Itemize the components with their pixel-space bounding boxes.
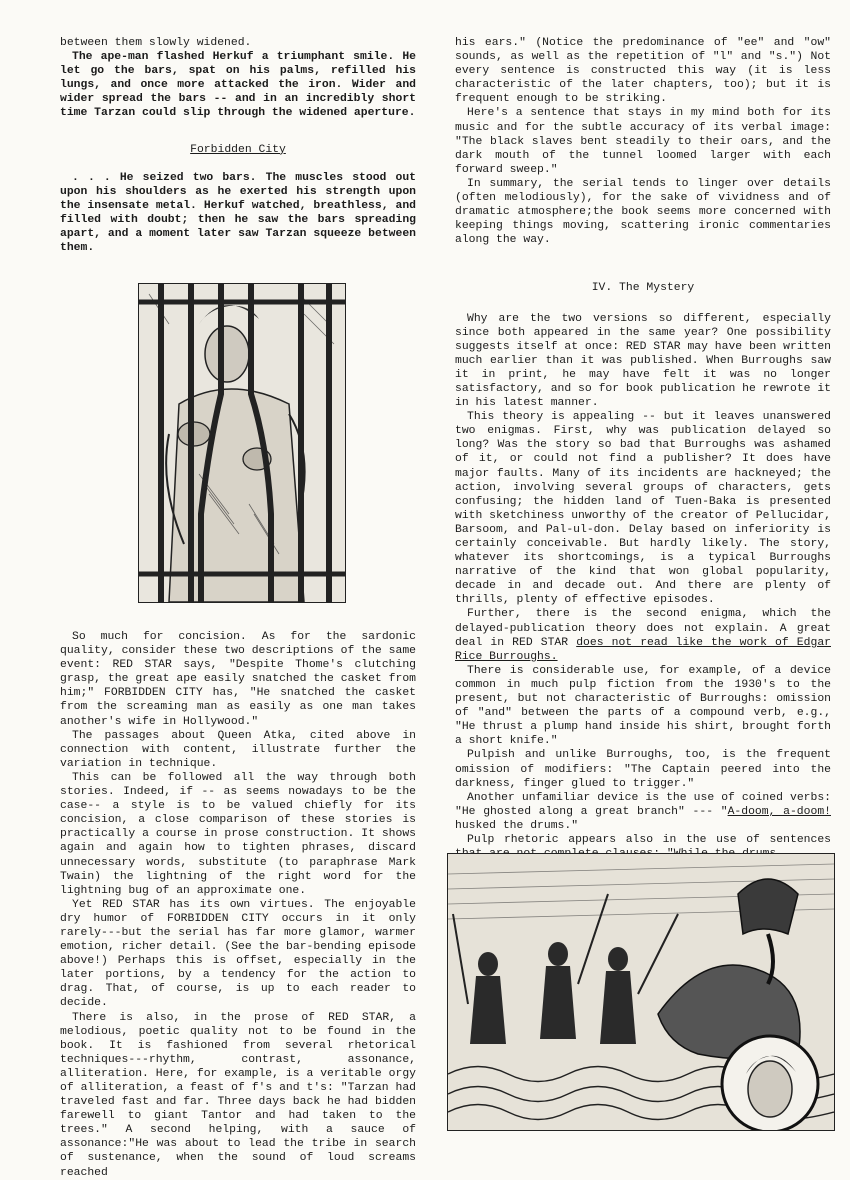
paragraph: his ears." (Notice the predominance of "ee" and "ow" sounds, as well as the repetition of "l" and "s.") Not every sentence is constructed this way (it is less characteristic of the later chapters, too); but it is frequent enough to be striking.: [455, 37, 831, 106]
paragraph: Why are the two versions so different, especially since both appeared in the same year? One possibility suggests itself at once: RED STAR may have been written much earlier than it was published. When Burroughs saw it in print, he may have felt it was no longer satisfactory, and so for book publication he rewrote it in his latest manner.: [455, 312, 831, 410]
paragraph: The ape-man flashed Herkuf a triumphant smile. He let go the bars, spat on his palms, refilled his lungs, and once more attacked the iron. Wider and wider spread the bars -- and in an incredibly short time Tarzan could slip through the widened aperture.: [60, 51, 416, 120]
river-battle-illustration: [447, 853, 835, 1131]
quote-paragraph: . . . He seized two bars. The muscles stood out upon his shoulders as he exerted his strength upon the insensate metal. Herkuf watched, breathless, and filled with doubt; then he saw the bars spreading apart, and a moment later saw Tarzan squeeze between them.: [60, 171, 416, 255]
section-heading-the-mystery: IV. The Mystery: [591, 282, 695, 295]
paragraph: Pulp rhetoric appears also in the use of sentences: [467, 833, 831, 846]
paragraph: Yet RED STAR has its own virtues. The enjoyable dry humor of FORBIDDEN CITY occurs in it only rarely---but the serial has far more glamor, warmer emotion, richer detail. (See the bar-bending episode above!) Perhaps this is offset, especially in the later portions, by a tendency for the action to drag. That, of course, is up to each reader to decide.: [60, 898, 416, 1010]
paragraph: [455, 791, 831, 833]
paragraph: [455, 607, 831, 663]
underlined-text: A-doom, a-doom!: [727, 805, 831, 818]
tarzan-bars-illustration: [138, 283, 346, 603]
text-run: husked the drums.": [455, 819, 579, 832]
left-column-lower: [60, 630, 416, 1180]
paragraph: There is also, in the prose of RED STAR, a melodious, poetic quality not to be found in the book. It is fashioned from several rhetorical techniques---rhythm, contrast, assonance, alliteration. Here, for example, is a veritable orgy of alliteration, a feast of f's and t's: "Tarzan had traveled fast and far. Three days back he had bidden farewell to giant Tantor and had taken to the trees." A second helping, with a sauce of assonance:"He was about to lead the tribe in search of sustenance, when the sound of loud screams reached: [60, 1011, 416, 1179]
paragraph: between them slowly widened.: [60, 37, 252, 49]
right-column: [455, 36, 831, 861]
paragraph: This theory is appealing -- but it leaves unanswered two enigmas. First, why was publication delayed so long? Was the story so bad that Burroughs was ashamed of it, or could not find a publisher? It does have major faults. Many of its incidents are hackneyed; the action, involving several groups of characters, gets confusing; the hidden land of Tuen-Baka is presented with sketchiness unworthy of the creator of Pellucidar, Barsoom, and Pal-ul-don. Delay based on inferiority is certainly conceivable. But hardly likely. The story, whatever its shortcomings, is a typical Burroughs narrative of the kind that won global popularity, decade in and decade out. And there are plenty of thrills, plenty of effective episodes.: [455, 411, 831, 607]
left-column: [60, 36, 416, 255]
paragraph: Here's a sentence that stays in my mind both for its music and for the subtle accuracy of its verbal image: "The black slaves bent steadily to their oars, and the dark mouth of the tunnel loomed larger with each forward sweep.": [455, 107, 831, 176]
paragraph: In summary, the serial tends to linger over details (often melodiously), for the sake of vividness and of dramatic atmosphere;the book seems more concerned with keeping things moving, scattering ironic commentaries along the way.: [455, 177, 831, 247]
section-heading-forbidden-city: Forbidden City: [190, 143, 286, 156]
paragraph: So much for concision. As for the sardonic quality, consider these two descriptions of the same event: RED STAR says, "Despite Thome's clutching grasp, the great ape easily snatched the casket from him;" FORBIDDEN CITY has, "He snatched the casket from the screaming man as easily as one man takes another's wife in Hollywood.": [60, 631, 416, 728]
paragraph: Pulpish and unlike Burroughs, too, is the frequent omission of modifiers: "The Captain peered into the darkness, finger glued to trigger.": [455, 749, 831, 790]
text-run: Further, there is the second enigma, which the delayed-publication theory does not explain. A great deal in RED STAR: [455, 608, 831, 649]
paragraph: There is considerable use, for example, of a device common in much pulp fiction from the 1930's to the present, but not characteristic of Burroughs: omission of "and" between the parts of a compound verb, e.g., "He thrust a plump hand inside his shirt, brought forth a short knife.": [455, 664, 831, 748]
underlined-text: does not read like the work of Edgar Rice Burroughs.: [455, 636, 831, 663]
text-run: Another unfamiliar device is the use of coined verbs: "He ghosted along a great branch" --- ": [455, 791, 831, 818]
paragraph: The passages about Queen Atka, cited above in connection with content, illustrate further the variation in technique.: [60, 729, 416, 770]
paragraph: This can be followed all the way through both stories. Indeed, if -- as seems nowadays to be the case-- a style is to be valued chiefly for its concision, a close comparison of these stories is practically a course in prose construction. It shows again and again how to tighten phrases, discard unnecessary words, substitute (to paraphrase Mark Twain) the lightning of the right word for the lightning bug of an approximate one.: [60, 771, 416, 897]
